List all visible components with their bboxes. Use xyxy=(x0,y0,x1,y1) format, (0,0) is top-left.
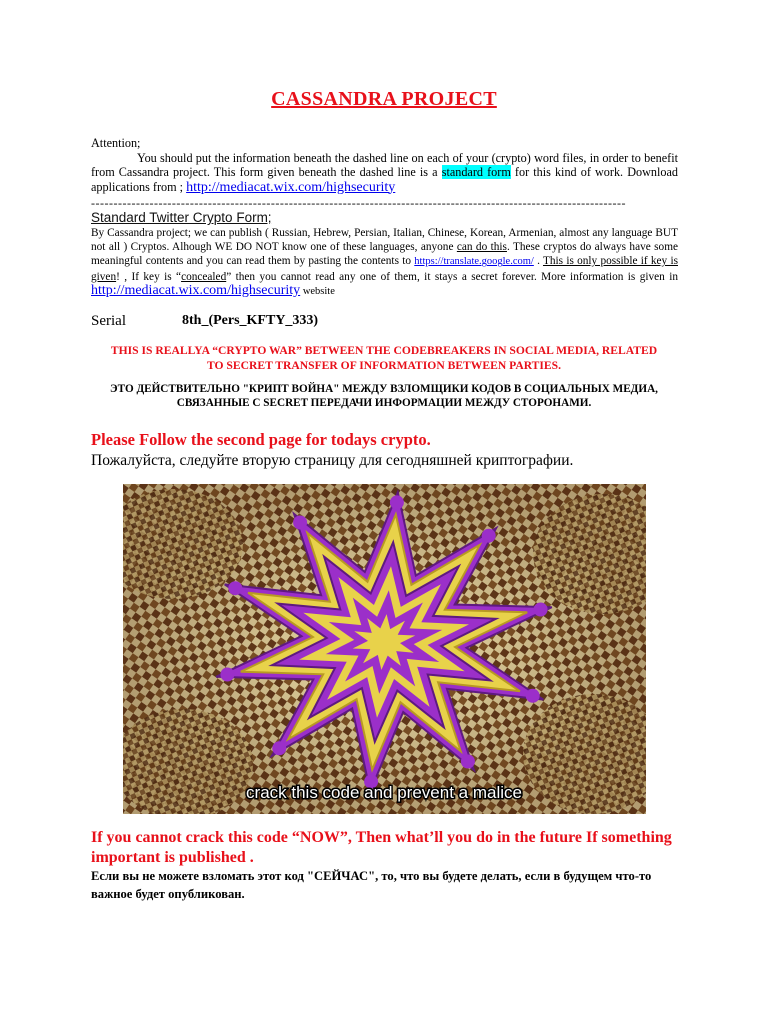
crypto-war-heading: THIS IS REALLYA “CRYPTO WAR” BETWEEN THE CODEBREAKERS IN SOCIAL MEDIA, RELATED TO SECRET TRANSFER OF INFORMATION BETWEEN PARTIES. xyxy=(110,344,658,372)
star-tip-dot xyxy=(482,529,496,543)
serial-label: Serial xyxy=(91,313,126,329)
warning-text: If you cannot crack this code “NOW”, Then what’ll you do in the future If something important is published . xyxy=(91,829,672,866)
star-tip-dot xyxy=(228,581,242,595)
star-tip-dot xyxy=(526,689,540,703)
highsecurity-link[interactable]: http://mediacat.wix.com/highsecurity xyxy=(186,179,396,195)
form-description xyxy=(91,226,678,299)
concealed-text: concealed xyxy=(181,270,227,283)
translate-link[interactable]: https://translate.google.com/ xyxy=(414,256,534,268)
star-tip-dot xyxy=(293,516,307,530)
follow-instruction: Please Follow the second page for todays crypto. xyxy=(91,430,431,449)
intro-paragraph xyxy=(91,136,678,195)
can-do-this-text: can do this xyxy=(456,241,507,254)
highsecurity-link-2[interactable]: http://mediacat.wix.com/highsecurity xyxy=(91,282,301,298)
standard-form-highlight: standard form xyxy=(441,165,511,179)
attention-label: Attention; xyxy=(91,136,141,150)
star-tip-dot xyxy=(534,603,548,617)
intro-line: You should put the information beneath the dashed line on each of your (crypto) word files, in order to benefit from Cassandra project. This form given beneath the dashed line is a xyxy=(91,150,678,179)
image-caption: crack this code and prevent a malice xyxy=(246,783,522,802)
follow-instruction-ru: Пожалуйста, следуйте вторую страницу для сегодняшней криптографии. xyxy=(91,452,574,469)
form-text-3: . xyxy=(533,255,543,268)
star-tip-dot xyxy=(461,755,475,769)
intro-line-end: for this kind of work. Download applications from ; xyxy=(91,165,678,194)
serial-value: 8th_(Pers_KFTY_333) xyxy=(182,313,319,328)
crypto-war-heading-ru: ЭТО ДЕЙСТВИТЕЛЬНО "КРИПТ ВОЙНА" МЕЖДУ ВЗЛОМЩИКИ КОДОВ В СОЦИАЛЬНЫХ МЕДИА, СВЯЗАННЫЕ С SECRET ПЕРЕДАЧИ ИНФОРМАЦИИ МЕЖДУ СТОРОНАМИ. xyxy=(110,383,658,409)
star-tip-dot xyxy=(390,495,404,509)
website-text: website xyxy=(300,285,335,297)
crypto-image xyxy=(123,484,646,814)
form-title: Standard Twitter Crypto Form; xyxy=(91,210,272,225)
dashed-divider: ----------------------------------------------------------------------------------------------------------------------- xyxy=(91,197,627,209)
intro-text xyxy=(91,151,678,196)
warning-text-ru: Если вы не можете взломать этот код "СЕЙЧАС", то, что вы будете делать, если в будущем что-то важное будет опубликован. xyxy=(91,869,652,901)
page-title: CASSANDRA PROJECT xyxy=(271,88,497,110)
star-tip-dot xyxy=(220,668,234,682)
form-text-2: . These cryptos do always have some meaningful contents and you can read them by pasting the contents to xyxy=(91,241,678,268)
star-tip-dot xyxy=(272,741,286,755)
psychedelic-star-image xyxy=(123,484,646,814)
key-given-text: This is only possible if key is given xyxy=(91,255,678,283)
form-text-4: ! , If key is “ xyxy=(116,270,182,283)
form-text-1: By Cassandra project; we can publish ( Russian, Hebrew, Persian, Italian, Chinese, Korean, Armenian, almost any language BUT not all ) Cryptos. Alhough WE DO NOT know one of these languages, anyone xyxy=(91,227,678,254)
form-text-5: ” then you cannot read any one of them, it stays a secret forever. More information is given in xyxy=(226,270,678,283)
